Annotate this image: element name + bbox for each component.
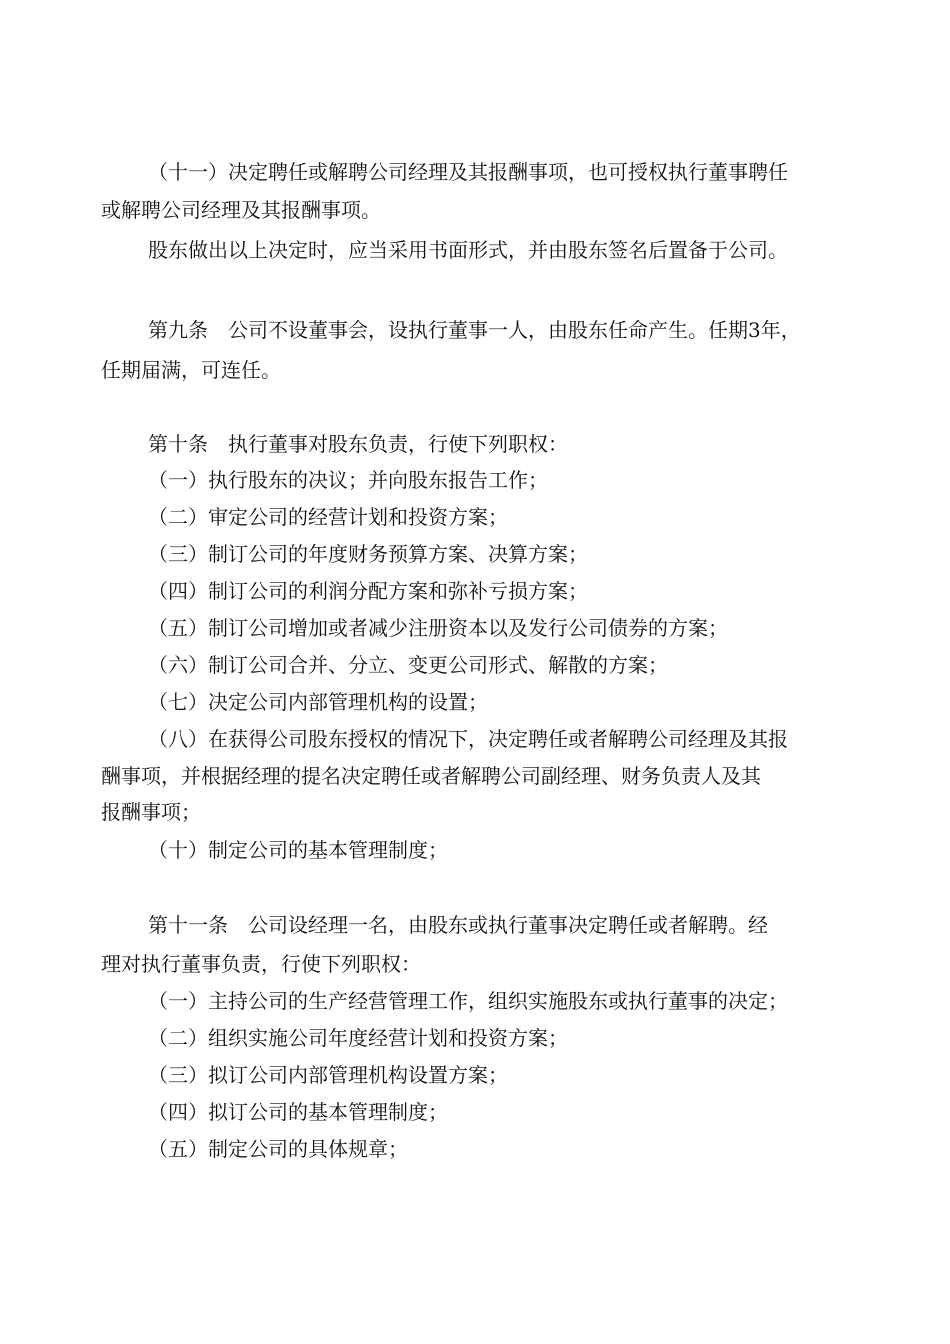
article-9-line-2: 任期届满，可连任。 <box>101 358 281 382</box>
article-11-line-1: 第十一条 公司设经理一名，由股东或执行董事决定聘任或者解聘。经 <box>148 913 768 937</box>
article-10-item: （七）决定公司内部管理机构的设置； <box>148 690 488 714</box>
article-11-item: （一）主持公司的生产经营管理工作，组织实施股东或执行董事的决定； <box>148 989 788 1013</box>
article-10-item: （四）制订公司的利润分配方案和弥补亏损方案； <box>148 579 588 603</box>
article-10-heading: 第十条 执行董事对股东负责，行使下列职权： <box>148 432 568 456</box>
article-11-item: （五）制定公司的具体规章； <box>148 1137 408 1161</box>
article-10-item: （三）制订公司的年度财务预算方案、决算方案； <box>148 542 588 566</box>
shareholder-note: 股东做出以上决定时，应当采用书面形式，并由股东签名后置备于公司。 <box>148 238 788 262</box>
article-10-item: （二）审定公司的经营计划和投资方案； <box>148 505 508 529</box>
item-11-line-1: （十一）决定聘任或解聘公司经理及其报酬事项，也可授权执行董事聘任 <box>148 160 788 184</box>
article-10-item-8-line-2: 酬事项，并根据经理的提名决定聘任或者解聘公司副经理、财务负责人及其 <box>101 764 761 788</box>
article-11-item: （四）拟订公司的基本管理制度； <box>148 1100 448 1124</box>
item-11-line-2: 或解聘公司经理及其报酬事项。 <box>101 198 381 222</box>
article-10-item-8-line-1: （八）在获得公司股东授权的情况下，决定聘任或者解聘公司经理及其报 <box>148 727 788 751</box>
article-10-item-8-line-3: 报酬事项； <box>101 800 201 824</box>
article-10-item-10: （十）制定公司的基本管理制度； <box>148 838 448 862</box>
article-11-item: （二）组织实施公司年度经营计划和投资方案； <box>148 1026 568 1050</box>
article-10-item: （六）制订公司合并、分立、变更公司形式、解散的方案； <box>148 653 668 677</box>
article-11-item: （三）拟订公司内部管理机构设置方案； <box>148 1063 508 1087</box>
article-10-item: （一）执行股东的决议；并向股东报告工作； <box>148 468 548 492</box>
article-10-item: （五）制订公司增加或者减少注册资本以及发行公司债券的方案； <box>148 616 728 640</box>
article-9-line-1: 第九条 公司不设董事会，设执行董事一人，由股东任命产生。任期3年， <box>148 318 801 342</box>
article-11-line-2: 理对执行董事负责，行使下列职权： <box>101 952 421 976</box>
